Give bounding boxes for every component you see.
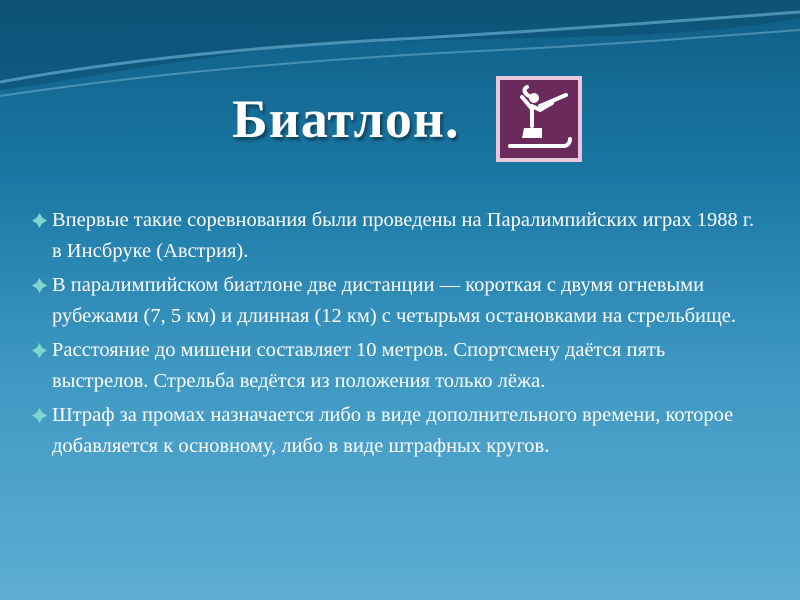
diamond-bullet-icon	[32, 278, 47, 293]
bullet-list	[32, 205, 762, 465]
diamond-bullet-icon	[32, 213, 47, 228]
bullet-item	[32, 205, 762, 267]
bullet-item	[32, 400, 762, 462]
bullet-text: Впервые такие соревнования были проведены на Паралимпийских играх 1988 г. в Инсбруке (Австрия).	[52, 209, 755, 262]
slide-title: Биатлон.	[232, 89, 460, 149]
diamond-bullet-icon	[32, 408, 47, 423]
bullet-text: Расстояние до мишени составляет 10 метров. Спортсмену даётся пять выстрелов. Стрельба ведётся из положения только лёжа.	[52, 339, 666, 392]
bullet-text: В паралимпийском биатлоне две дистанции — короткая с двумя огневыми рубежами (7, 5 км) и длинная (12 км) с четырьмя остановками на стрельбище.	[52, 274, 737, 327]
bullet-item	[32, 335, 762, 397]
bullet-text: Штраф за промах назначается либо в виде дополнительного времени, которое добавляется к основному, либо в виде штрафных кругов.	[52, 404, 734, 457]
diamond-bullet-icon	[32, 343, 47, 358]
bullet-item	[32, 270, 762, 332]
title-row	[0, 70, 800, 160]
biathlon-pictogram-icon	[496, 76, 582, 162]
